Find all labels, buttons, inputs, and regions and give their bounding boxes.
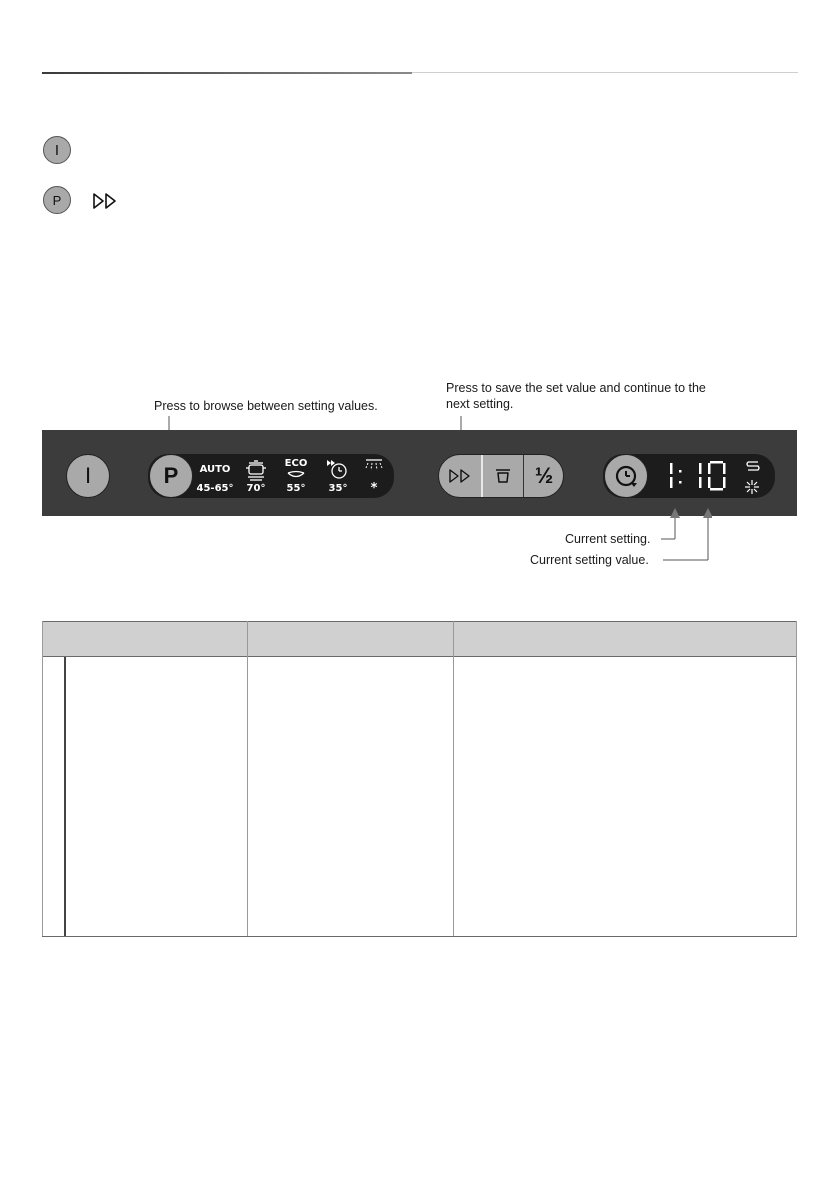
current-value-arrow [660,508,712,564]
current-setting-value-digits [696,460,732,492]
program-icon: P [163,463,179,488]
settings-table-header [42,621,797,657]
forward-icon [448,468,472,484]
on-off-icon: I [54,141,60,159]
half-load-icon: ½ [534,463,554,488]
table-bottom-border [42,936,797,937]
current-setting-digit [666,460,690,492]
delay-start-button[interactable] [604,454,648,498]
current-value-callout: Current setting value. [530,553,649,567]
program-auto-temp: 45-65° [196,483,234,494]
rinse-icon [364,458,384,480]
program-intensive-temp: 70° [246,483,266,494]
pot-icon [244,458,268,482]
tablet-icon [494,467,512,485]
program-legend-button [43,186,71,214]
program-auto-label: AUTO [199,464,231,475]
current-setting-callout: Current setting. [565,532,651,546]
half-load-button[interactable] [524,455,564,497]
save-callout-line-1: Press to save the set value and continue to the [446,381,706,395]
program-eco-label: ECO [284,458,308,469]
program-eco-temp: 55° [286,483,306,494]
browse-callout: Press to browse between setting values. [154,399,378,413]
header-rule-dark [42,72,412,74]
save-callout-line-2: next setting. [446,397,514,411]
option-button-group [438,454,564,498]
forward-button[interactable] [439,455,483,497]
table-divider-2 [453,621,454,937]
program-quick-temp: 35° [328,483,348,494]
salt-indicator-icon [745,459,761,473]
table-divider-1 [247,621,248,937]
program-icon: P [52,192,62,208]
forward-icon [92,192,118,210]
on-off-icon: I [84,463,92,488]
delay-clock-icon [613,463,639,489]
program-button[interactable] [149,454,193,498]
tablet-button[interactable] [483,455,524,497]
table-row-marker [64,657,66,937]
quick-clock-icon [325,458,349,482]
program-rinse-symbol: * [370,481,378,496]
table-border-right [796,621,797,937]
eco-leaf-icon [286,470,306,480]
rinse-aid-indicator-icon [744,479,760,495]
on-off-button[interactable] [66,454,110,498]
table-border-left [42,621,43,937]
on-off-legend-button [43,136,71,164]
header-rule-light [412,72,798,73]
